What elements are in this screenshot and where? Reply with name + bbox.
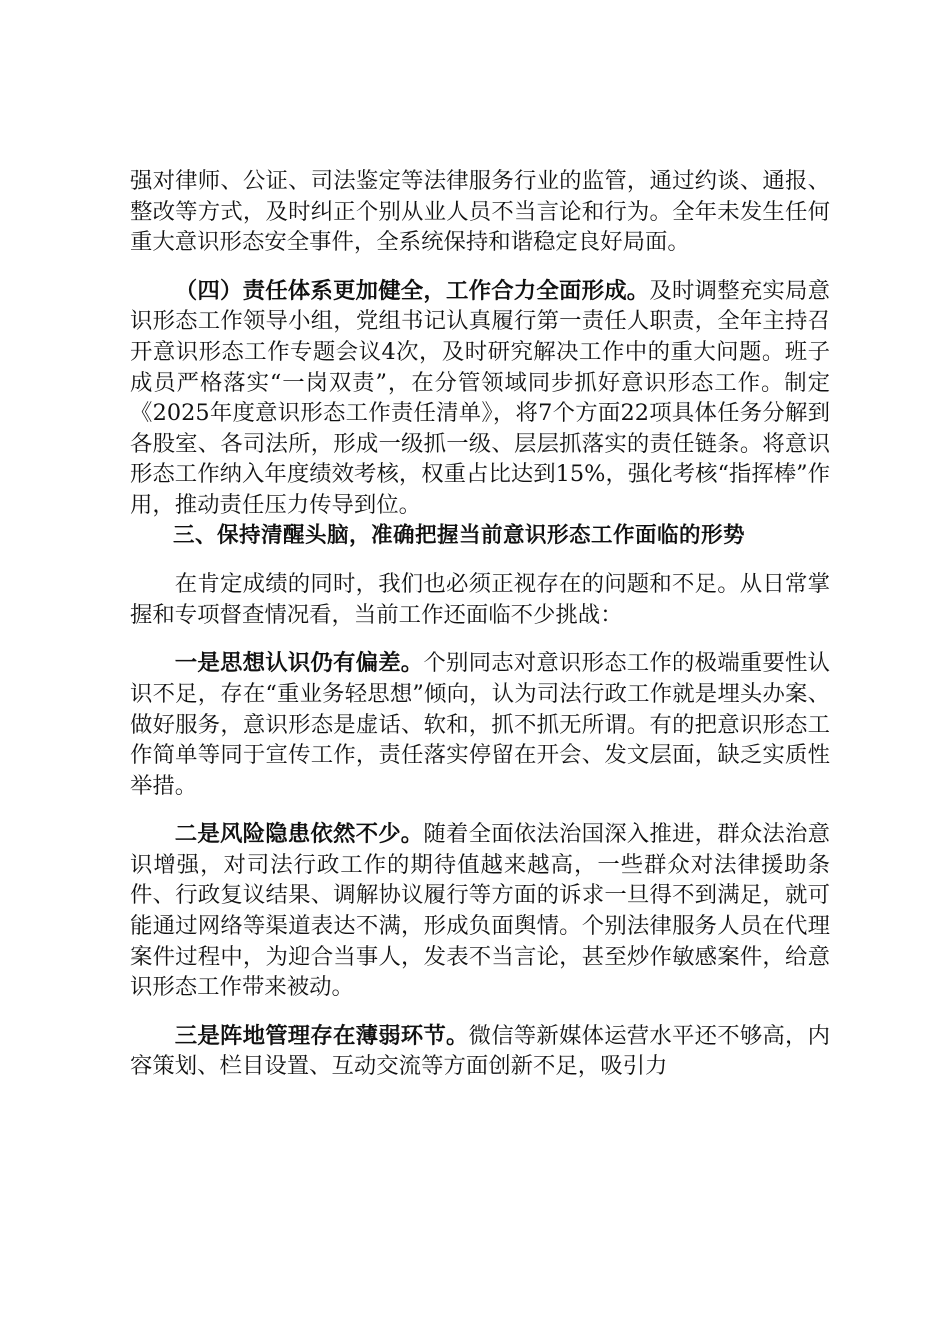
paragraph-text: 随着全面依法治国深入推进，群众法治意识增强，对司法行政工作的期待值越来越高，一些群众对法律援助条件、行政复议结果、调解协议履行等方面的诉求一旦得不到满足，就可能通过网络等渠道表达不满，形成负面舆情。个别法律服务人员在代理案件过程中，为迎合当事人，发表不当言论，甚至炒作敏感案件，给意识形态工作带来被动。 [130, 821, 831, 1001]
paragraph-text: 强对律师、公证、司法鉴定等法律服务行业的监管，通过约谈、通报、整改等方式，及时纠正个别从业人员不当言论和行为。全年未发生任何重大意识形态安全事件，全系统保持和谐稳定良好局面。 [130, 168, 830, 256]
paragraph-lead: （四）责任体系更加健全，工作合力全面形成。 [174, 277, 650, 304]
paragraph-text: 个别同志对意识形态工作的极端重要性认识不足，存在“重业务轻思想”倾向，认为司法行政工作就是埋头办案、做好服务，意识形态是虚话、软和，抓不抓无所谓。有的把意识形态工作简单等同于宣传工作，责任落实停留在开会、发文层面，缺乏实质性举措。 [130, 650, 831, 799]
body-paragraph-continued [130, 166, 830, 258]
section-heading: 三、保持清醒头脑，准确把握当前意识形态工作面临的形势 [173, 522, 746, 548]
body-paragraph-responsibility [130, 276, 830, 521]
paragraph-text: 微信等新媒体运营水平还不够高，内容策划、栏目设置、互动交流等方面创新不足，吸引力 [130, 1022, 831, 1080]
body-paragraph-intro [130, 569, 830, 630]
paragraph-lead: 一是思想认识仍有偏差。 [174, 650, 424, 677]
body-paragraph-point-two [130, 819, 830, 1003]
paragraph-lead: 三是阵地管理存在薄弱环节。 [174, 1022, 469, 1049]
paragraph-text: 及时调整充实局意识形态工作领导小组，党组书记认真履行第一责任人职责，全年主持召开意识形态工作专题会议4次，及时研究解决工作中的重大问题。班子成员严格落实“一岗双责”，在分管领域同步抓好意识形态工作。制定《2025年度意识形态工作责任清单》，将7个方面22项具体任务分解到各股室、各司法所，形成一级抓一级、层层抓落实的责任链条。将意识形态工作纳入年度绩效考核，权重占比达到15%，强化考核“指挥棒”作用，推动责任压力传导到位。 [130, 277, 831, 518]
paragraph-text: 在肯定成绩的同时，我们也必须正视存在的问题和不足。从日常掌握和专项督查情况看，当前工作还面临不少挑战： [130, 571, 830, 628]
body-paragraph-point-one [130, 648, 830, 801]
paragraph-lead: 二是风险隐患依然不少。 [174, 821, 424, 848]
body-paragraph-point-three [130, 1021, 830, 1082]
document-page [130, 166, 830, 1082]
